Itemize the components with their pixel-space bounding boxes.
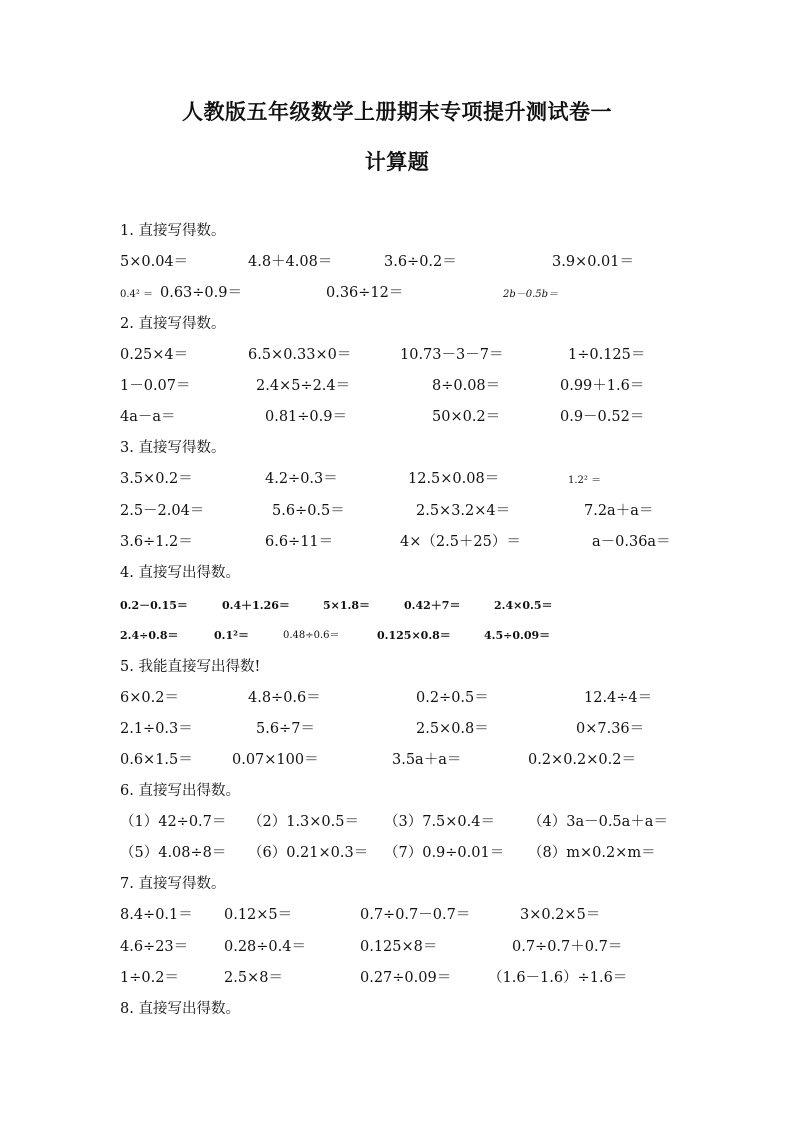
problem: 0.2－0.15＝ <box>120 599 188 612</box>
problem: 5×0.04＝ <box>120 254 189 270</box>
problem-row <box>0 687 794 709</box>
problem: 2.4×5÷2.4＝ <box>256 378 351 394</box>
problem: （6）0.21×0.3＝ <box>248 845 369 861</box>
problem: 0.125×8＝ <box>360 939 438 955</box>
problem: （5）4.08÷8＝ <box>120 845 227 861</box>
problem: a－0.36a＝ <box>592 534 671 550</box>
problem: 8÷0.08＝ <box>432 378 501 394</box>
problem: 3.9×0.01＝ <box>552 254 634 270</box>
problem: 0.36÷12＝ <box>326 285 404 301</box>
problem-row <box>0 406 794 428</box>
problem-row <box>0 904 794 926</box>
section-heading: 7. 直接写得数。 <box>120 876 226 892</box>
problem: 0.6×1.5＝ <box>120 752 193 768</box>
problem: 4a－a＝ <box>120 409 176 425</box>
problem: （1.6－1.6）÷1.6＝ <box>488 970 628 986</box>
problem-row <box>0 811 794 833</box>
problem: 4.8÷0.6＝ <box>248 690 321 706</box>
problem: 3.5×0.2＝ <box>120 471 193 487</box>
problem: （4）3a－0.5a＋a＝ <box>528 814 668 830</box>
problem-row <box>0 468 794 490</box>
problem: 7.2a＋a＝ <box>584 503 654 519</box>
problem: 4.2÷0.3＝ <box>265 471 338 487</box>
problem: 0.28÷0.4＝ <box>224 939 306 955</box>
section-heading: 4. 直接写出得数。 <box>120 565 240 581</box>
problem-row <box>0 251 794 273</box>
problem: 2.5×3.2×4＝ <box>416 503 511 519</box>
problem-row <box>0 718 794 740</box>
problem: 3.6÷1.2＝ <box>120 534 193 550</box>
problem: 5.6÷7＝ <box>256 721 315 737</box>
problem: （8）m×0.2×m＝ <box>528 845 656 861</box>
problem-row <box>0 749 794 771</box>
section-heading: 6. 直接写出得数。 <box>120 783 240 799</box>
problem: （2）1.3×0.5＝ <box>248 814 359 830</box>
problem: （3）7.5×0.4＝ <box>384 814 495 830</box>
problem: 4.5÷0.09＝ <box>484 629 551 642</box>
problem: 4.8＋4.08＝ <box>248 254 333 270</box>
problem-row <box>0 842 794 864</box>
problem: 0.42＋7＝ <box>404 599 461 612</box>
problem: 12.5×0.08＝ <box>408 471 500 487</box>
problem: 0.25×4＝ <box>120 347 189 363</box>
problem: 0.4² ＝ <box>120 289 154 300</box>
problem: 1÷0.125＝ <box>568 347 646 363</box>
problem: 4×（2.5＋25）＝ <box>400 534 521 550</box>
problem: 10.73－3－7＝ <box>400 347 504 363</box>
section-heading: 1. 直接写得数。 <box>120 223 226 239</box>
problem-row <box>0 531 794 553</box>
problem: 2.4÷0.8＝ <box>120 629 179 642</box>
problem: 3.6÷0.2＝ <box>384 254 457 270</box>
problem: 5.6÷0.5＝ <box>272 503 345 519</box>
problem-row <box>0 595 794 617</box>
problem: 12.4÷4＝ <box>584 690 653 706</box>
problem: 0.48÷0.6＝ <box>283 630 340 641</box>
section-heading: 2. 直接写得数。 <box>120 316 226 332</box>
problem: 0.9－0.52＝ <box>560 409 645 425</box>
problem: 2b－0.5b＝ <box>503 289 559 300</box>
section-heading: 3. 直接写得数。 <box>120 440 226 456</box>
problem: 0.81÷0.9＝ <box>265 409 347 425</box>
problem: 0.2÷0.5＝ <box>416 690 489 706</box>
problem: 0.63÷0.9＝ <box>160 285 242 301</box>
problem: 0.7÷0.7－0.7＝ <box>360 907 471 923</box>
problem: 2.1÷0.3＝ <box>120 721 193 737</box>
section-heading: 8. 直接写出得数。 <box>120 1001 240 1017</box>
problem: 1－0.07＝ <box>120 378 191 394</box>
problem: 0.27÷0.09＝ <box>360 970 452 986</box>
problem-row <box>0 967 794 989</box>
problem: 6.5×0.33×0＝ <box>248 347 352 363</box>
problem: 0.99＋1.6＝ <box>560 378 645 394</box>
problem: 0.1²＝ <box>214 629 249 642</box>
problem-row <box>0 282 794 304</box>
problem: 3×0.2×5＝ <box>520 907 601 923</box>
problem: （1）42÷0.7＝ <box>120 814 227 830</box>
problem-row <box>0 500 794 522</box>
problem: 2.5×0.8＝ <box>416 721 489 737</box>
problem: 2.5×8＝ <box>224 970 283 986</box>
problem-row <box>0 625 794 647</box>
problem: 5×1.8＝ <box>323 599 371 612</box>
problem-row <box>0 344 794 366</box>
problem: 3.5a＋a＝ <box>392 752 462 768</box>
problem: 1.2² ＝ <box>568 475 602 486</box>
problem: 8.4÷0.1＝ <box>120 907 193 923</box>
problem: 2.5－2.04＝ <box>120 503 205 519</box>
problem: 0.4＋1.26＝ <box>222 599 290 612</box>
section-heading: 5. 我能直接写出得数! <box>120 659 261 675</box>
page-title: 人教版五年级数学上册期末专项提升测试卷一 <box>182 99 612 124</box>
problem: 0×7.36＝ <box>576 721 645 737</box>
problem: 0.07×100＝ <box>232 752 319 768</box>
problem-row <box>0 936 794 958</box>
problem: 0.2×0.2×0.2＝ <box>528 752 636 768</box>
problem: 0.12×5＝ <box>224 907 293 923</box>
problem: 1÷0.2＝ <box>120 970 179 986</box>
problem: 4.6÷23＝ <box>120 939 189 955</box>
problem: 0.7÷0.7＋0.7＝ <box>512 939 623 955</box>
problem: 0.125×0.8＝ <box>377 629 451 642</box>
problem: （7）0.9÷0.01＝ <box>384 845 505 861</box>
problem: 2.4×0.5＝ <box>494 599 553 612</box>
problem: 6×0.2＝ <box>120 690 179 706</box>
problem-row <box>0 375 794 397</box>
problem: 50×0.2＝ <box>432 409 501 425</box>
problem: 6.6÷11＝ <box>265 534 334 550</box>
page-subtitle: 计算题 <box>364 149 430 174</box>
